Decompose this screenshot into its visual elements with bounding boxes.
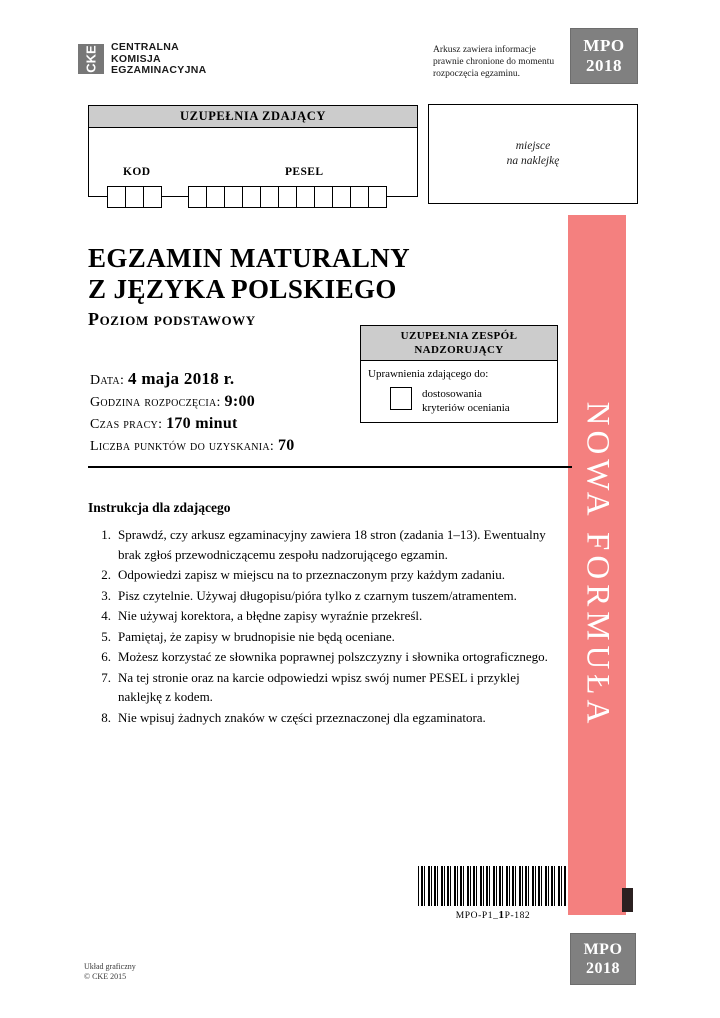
barcode-label-prefix: MPO-P1_ (455, 911, 499, 921)
page-header (78, 36, 638, 96)
candidate-box-body (89, 128, 417, 198)
meta-label-date: Data: (90, 373, 125, 388)
barcode-label (418, 909, 568, 921)
instruction-item (88, 565, 558, 585)
sticker-line-1: miejsce (515, 140, 551, 152)
pesel-cell[interactable] (332, 186, 351, 208)
page-title (88, 243, 488, 330)
kod-cell[interactable] (107, 186, 126, 208)
cke-logo-text (111, 42, 207, 77)
barcode-area (418, 866, 568, 921)
adaptation-criteria-line-1: dostosowania (422, 388, 482, 400)
pesel-cell[interactable] (224, 186, 243, 208)
exam-code-badge-top (570, 28, 638, 84)
candidate-fields-box (88, 105, 418, 197)
supervisor-box-title (361, 326, 557, 361)
meta-value-start-time: 9:00 (224, 393, 256, 410)
instructions-heading: Instrukcja dla zdającego (88, 500, 231, 515)
exam-title-line-1: EGZAMIN MATURALNY (88, 243, 411, 273)
adaptation-criteria-checkbox[interactable] (390, 387, 412, 410)
instruction-number: 1. (101, 527, 111, 542)
cke-logo-mark-icon (78, 44, 104, 74)
instruction-text: Odpowiedzi zapisz w miejscu na to przeznaczonym przy każdym zadaniu. (118, 567, 505, 582)
instruction-item (88, 525, 558, 564)
pesel-cell[interactable] (188, 186, 207, 208)
meta-label-start-time: Godzina rozpoczęcia: (90, 395, 221, 410)
instruction-item (88, 647, 558, 667)
instructions-list (88, 525, 558, 728)
instruction-text: Sprawdź, czy arkusz egzaminacyjny zawiera 18 stron (zadania 1–13). Ewentualny brak zgłoś przewodniczącemu zespołu nadzorującego egzamin. (118, 527, 546, 562)
exam-year-bottom: 2018 (586, 960, 620, 977)
supervisor-intro-text: Uprawnienia zdającego do: (368, 368, 489, 380)
horizontal-divider (88, 466, 572, 468)
meta-value-date: 4 maja 2018 r. (127, 369, 235, 388)
nowa-formula-banner-text: NOWA FORMUŁA (579, 401, 616, 729)
pesel-input-row[interactable] (188, 186, 386, 208)
footer-line-1: Układ graficzny (84, 962, 136, 971)
meta-label-points: Liczba punktów do uzyskania: (90, 439, 275, 454)
kod-cell[interactable] (143, 186, 162, 208)
cke-logo-mark-text: CKE (83, 45, 99, 73)
supervisor-box-body (361, 361, 557, 415)
instruction-item (88, 586, 558, 606)
meta-row-duration (90, 413, 390, 435)
pesel-cell[interactable] (296, 186, 315, 208)
cke-logo-line-2: KOMISJA (111, 52, 161, 65)
sticker-line-2: na naklejkę (506, 155, 560, 167)
instruction-text: Na tej stronie oraz na karcie odpowiedzi wpisz swój numer PESEL i przyklej naklejkę z kodem. (118, 669, 520, 704)
instruction-item (88, 708, 558, 728)
nowa-formula-banner (568, 215, 626, 915)
pesel-cell[interactable] (206, 186, 225, 208)
pesel-label: PESEL (285, 166, 324, 178)
meta-row-points (90, 435, 390, 457)
exam-year-top: 2018 (586, 56, 622, 75)
instruction-text: Nie wpisuj żadnych znaków w części przeznaczonej dla egzaminatora. (118, 709, 486, 725)
adaptation-criteria-label (422, 387, 510, 415)
kod-label: KOD (123, 166, 151, 178)
legal-notice: Arkusz zawiera informacje prawnie chronione do momentu rozpoczęcia egzaminu. (433, 45, 555, 79)
candidate-box-title: UZUPEŁNIA ZDAJĄCY (89, 106, 417, 128)
instruction-text: Pamiętaj, że zapisy w brudnopisie nie będą oceniane. (118, 628, 395, 644)
exam-level: Poziom podstawowy (88, 309, 256, 329)
supervisor-title-line-2: NADZORUJĄCY (414, 344, 504, 356)
pesel-cell[interactable] (260, 186, 279, 208)
kod-cell[interactable] (125, 186, 144, 208)
instruction-text: Pisz czytelnie. Używaj długopisu/pióra tylko z czarnym tuszem/atramentem. (118, 587, 517, 603)
pesel-cell[interactable] (314, 186, 333, 208)
cke-logo (78, 42, 207, 77)
sticker-placeholder-box (428, 104, 638, 204)
meta-row-date (90, 368, 390, 391)
supervisor-title-line-1: UZUPEŁNIA ZESPÓŁ (400, 330, 518, 342)
supervisor-box (360, 325, 558, 423)
instruction-text: Nie używaj korektora, a błędne zapisy wyraźnie przekreśl. (118, 608, 423, 623)
exam-code-top: MPO (583, 36, 625, 55)
instruction-item (88, 668, 558, 707)
barcode-label-one: 1 (498, 909, 505, 921)
barcode-image (418, 866, 566, 906)
footer-credit (84, 962, 136, 982)
exam-code-badge-bottom (570, 933, 636, 985)
exam-metadata (90, 368, 390, 457)
instruction-number: 8. (101, 709, 111, 725)
instruction-number: 6. (101, 649, 111, 664)
instruction-item (88, 606, 558, 626)
pesel-cell[interactable] (278, 186, 297, 208)
adaptation-criteria-line-2: kryteriów oceniania (422, 402, 510, 414)
meta-value-duration: 170 minut (166, 415, 238, 432)
instruction-item (88, 627, 558, 647)
instruction-number: 3. (101, 587, 111, 603)
meta-row-start-time (90, 391, 390, 413)
cke-logo-line-3: EGZAMINACYJNA (111, 64, 207, 76)
pesel-cell[interactable] (350, 186, 369, 208)
instruction-number: 2. (101, 567, 111, 582)
instruction-number: 7. (101, 669, 111, 685)
barcode-label-suffix: P-182 (504, 911, 531, 921)
instruction-number: 4. (101, 608, 111, 623)
meta-label-duration: Czas pracy: (90, 417, 163, 432)
instruction-number: 5. (101, 628, 111, 644)
supervisor-option[interactable] (368, 387, 557, 415)
instruction-text: Możesz korzystać ze słownika poprawnej polszczyzny i słownika ortograficznego. (118, 649, 548, 664)
cke-logo-line-1: CENTRALNA (111, 41, 180, 53)
kod-input-row[interactable] (107, 186, 161, 208)
exam-title-line-2: Z JĘZYKA POLSKIEGO (88, 274, 397, 304)
meta-value-points: 70 (277, 437, 295, 454)
footer-line-2: © CKE 2015 (84, 972, 127, 981)
banner-black-marker (622, 888, 633, 912)
exam-code-bottom: MPO (583, 941, 623, 958)
pesel-cell[interactable] (368, 186, 387, 208)
pesel-cell[interactable] (242, 186, 261, 208)
